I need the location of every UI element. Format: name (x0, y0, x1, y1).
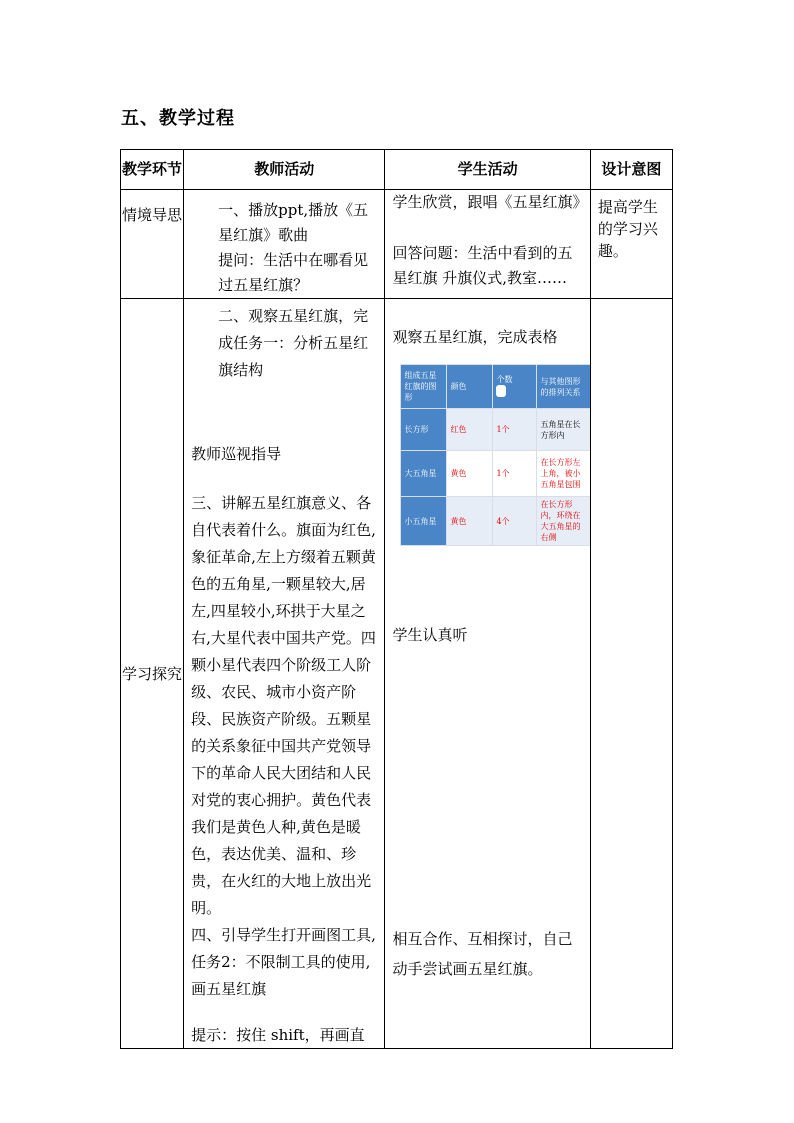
teacher-task-2: 四、引导学生打开画图工具,任务2：不限制工具的使用,画五星红旗 (191, 926, 376, 998)
teacher-step-1: 一、播放ppt,播放《五星红旗》歌曲 (218, 201, 369, 244)
teacher-activity-explore (184, 299, 385, 1049)
header-stage: 教学环节 (121, 150, 184, 190)
student-cooperate: 相互合作、互相探讨，自己动手尝试画五星红旗。 (392, 930, 573, 978)
table-header-row (121, 150, 673, 190)
mini-shape: 长方形 (401, 409, 447, 451)
header-teacher: 教师活动 (184, 150, 385, 190)
mini-relation: 在长方形内，环绕在大五角星的右侧 (537, 497, 591, 546)
mini-shape: 小五角星 (401, 497, 447, 546)
section-title: 五、教学过程 (121, 108, 235, 129)
student-answer: 回答问题：生活中看到的五星红旗 升旗仪式,教室…… (392, 244, 573, 287)
header-intent: 设计意图 (590, 150, 672, 190)
teacher-task-1: 二、观察五星红旗，完成任务一：分析五星红旗结构 (218, 307, 369, 379)
stage-intro: 情境导思 (121, 190, 184, 299)
teacher-question: 提问：生活中在哪看见过五星红旗？ (218, 251, 369, 294)
header-student: 学生活动 (385, 150, 590, 190)
mini-shape: 大五角星 (401, 451, 447, 497)
mini-count: 1个 (493, 409, 537, 451)
student-activity-intro (385, 190, 590, 299)
mini-relation: 在长方形左上角，被小五角星包围 (537, 451, 591, 497)
mini-header-relation: 与其他图形的排列关系 (537, 365, 591, 409)
student-observe: 观察五星红旗，完成表格 (392, 328, 558, 346)
mini-header-color: 颜色 (447, 365, 493, 409)
lesson-process-table (120, 149, 673, 1049)
teacher-patrol: 教师巡视指导 (191, 445, 282, 463)
mini-count: 1个 (493, 451, 537, 497)
teacher-hint: 提示：按住 shift，再画直 (191, 1026, 365, 1044)
mini-relation: 五角星在长方形内 (537, 409, 591, 451)
flag-structure-table (400, 364, 591, 546)
stage-explore: 学习探究 (121, 299, 184, 1049)
intent-intro: 提高学生的学习兴趣。 (590, 190, 672, 299)
student-sing: 学生欣赏，跟唱《五星红旗》 (392, 193, 588, 211)
intent-explore (590, 299, 672, 1049)
jar-icon (496, 385, 506, 397)
mini-header-shape: 组成五星红旗的图形 (401, 365, 447, 409)
mini-color: 黄色 (447, 451, 493, 497)
student-activity-explore (385, 299, 590, 1049)
teacher-activity-intro (184, 190, 385, 299)
table-row (121, 190, 673, 299)
mini-count: 4个 (493, 497, 537, 546)
teacher-meaning: 三、讲解五星红旗意义、各自代表着什么。旗面为红色,象征革命,左上方缀着五颗黄色的五角星,一颗星较大,居左,四星较小,环拱于大星之右,大星代表中国共产党。四颗小星代表四个阶级工人阶级、农民、城市小资产阶段、民族资产阶级。五颗星的关系象征中国共产党领导下的革命人民大团结和人民对党的衷心拥护。黄色代表我们是黄色人种,黄色是暖色，表达优美、温和、珍贵，在火红的大地上放出光明。 (191, 494, 376, 917)
mini-header-count: 个数 (493, 365, 537, 409)
mini-color: 黄色 (447, 497, 493, 546)
mini-color: 红色 (447, 409, 493, 451)
student-listen: 学生认真听 (392, 626, 468, 644)
table-row (121, 299, 673, 1049)
